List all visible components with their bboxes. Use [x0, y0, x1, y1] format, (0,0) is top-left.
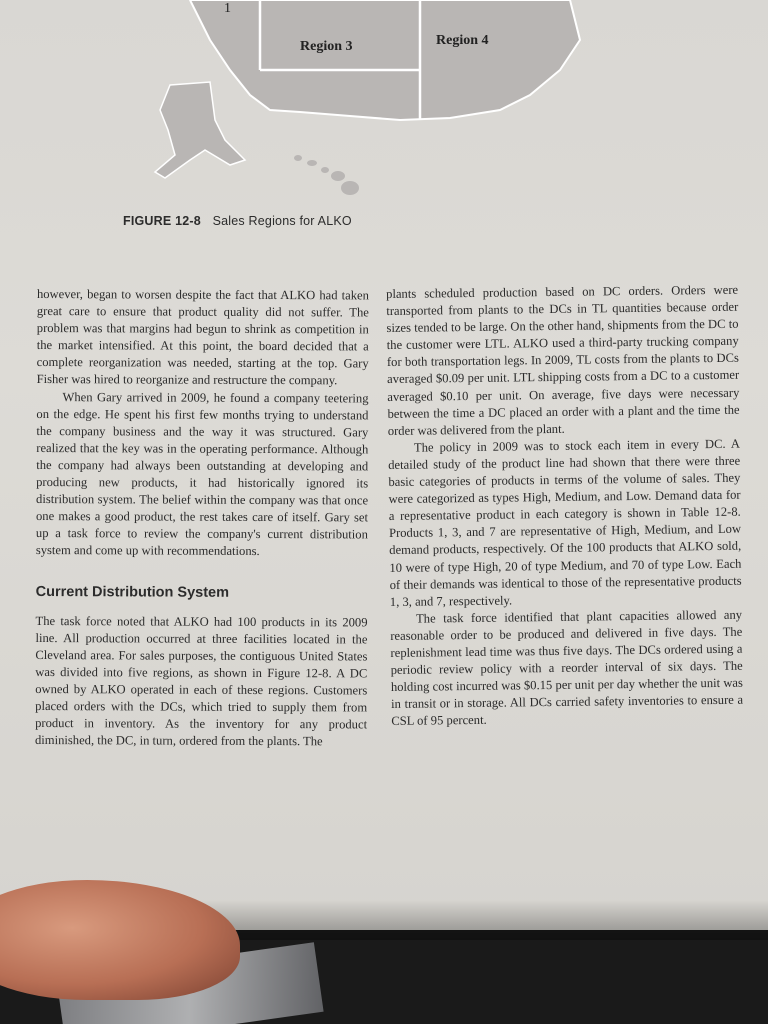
paragraph: however, began to worsen despite the fact that ALKO had taken great care to ensure that product quality did not suffer. The problem was that margins had begun to shrink as competition in the market intensified. At this point, the board decided that a complete reorganization was needed, starting at the top. Gary Fisher was hired to reorganize and restructure the company.	[36, 287, 369, 388]
paragraph: The policy in 2009 was to stock each item in every DC. A detailed study of the product line had shown that there were three basic categories of products in terms of the volume of sales. They were categorized as types High, Medium, and Low. Demand data for a representative product in each category is shown in Table 12-8. Products 1, 3, and 7 are representative of High, Medium, and Low demand products, respectively. Of the 100 products that ALKO sold, 10 were of type High, 20 of type Medium, and 70 of type Low. Each of their demands was identical to those of the representative products 1, 3, and 7, respectively.	[388, 436, 742, 609]
region-4-label: Region 4	[436, 33, 489, 48]
paragraph: plants scheduled production based on DC orders. Orders were transported from plants to the DCs in TL quantities because order sizes tended to be large. On the other hand, shipments from the DC to the customer were LTL. ALKO used a third-party trucking company for both transportation legs. In 2009, TL costs from the plants to DCs averaged $0.09 per unit. LTL shipping costs from a DC to a customer averaged $0.10 per unit. On average, five days were necessary between the time a DC placed an order with a plant and the time the order was delivered from the plant.	[386, 282, 740, 438]
alaska-shape	[155, 82, 245, 178]
section-heading: Current Distribution System	[35, 583, 230, 601]
figure-caption-text: Sales Regions for ALKO	[212, 214, 352, 228]
us-mainland-shape	[190, 0, 580, 120]
figure-caption-label: FIGURE 12-8	[123, 214, 201, 228]
left-text-column	[35, 286, 369, 751]
sales-regions-map	[150, 0, 590, 200]
paragraph: When Gary arrived in 2009, he found a company teetering on the edge. He spent his first few months trying to understand the company business and the way it was structured. Gary realized that the key was in the operating performance. Although the company had always been outstanding at developing and producing new products, it had historically ignored its distribution system. The belief within the company was that once one makes a good product, the rest takes care of itself. Gary set up a task force to review the company's current distribution system and come up with recommendations.	[35, 389, 369, 559]
paragraph: The task force identified that plant capacities allowed any reasonable order to be produced and delivered in five days. The replenishment lead time was thus five days. The DCs ordered using a periodic review policy with a reorder interval of six days. The holding cost incurred was $0.15 per unit per day whether the unit was in transit or in storage. All DCs carried safety inventories to ensure a CSL of 95 percent.	[390, 607, 744, 729]
hawaii-islands	[294, 155, 359, 195]
region-3-label: Region 3	[300, 39, 353, 54]
right-text-column	[386, 282, 743, 731]
figure-caption	[123, 214, 352, 228]
paragraph: The task force noted that ALKO had 100 products in its 2009 line. All production occurred at three facilities located in the Cleveland area. For sales purposes, the contiguous United States was divided into five regions, as shown in Figure 12-8. A DC owned by ALKO operated in each of these regions. Customers placed orders with the DCs, which tried to supply them from product in inventory. As the inventory for any product diminished, the DC, in turn, ordered from the plants. The	[34, 613, 368, 749]
map-corner-number: 1	[224, 1, 231, 16]
